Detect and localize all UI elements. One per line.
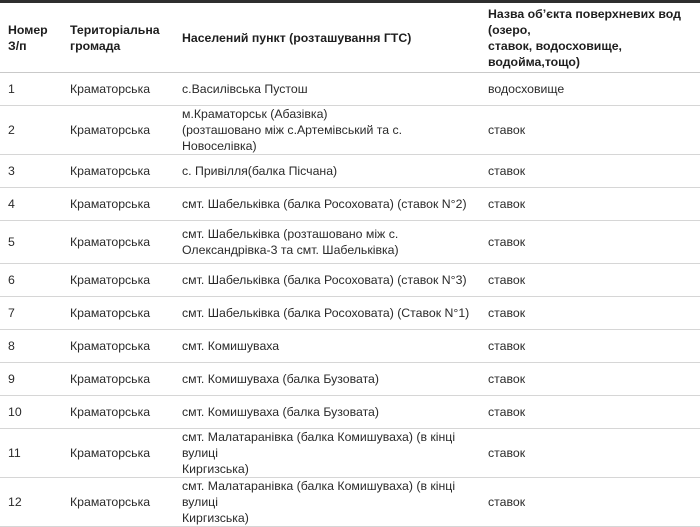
cell-community: Краматорська [62,221,174,264]
cell-community: Краматорська [62,188,174,221]
cell-number: 9 [0,363,62,396]
cell-settlement: смт. Комишуваха (балка Бузовата) [174,363,480,396]
cell-water-object: ставок [480,363,700,396]
cell-settlement: смт. Шабельківка (розташовано між с. Олександрівка-3 та смт. Шабельківка) [174,221,480,264]
cell-community: Краматорська [62,155,174,188]
table-row [0,396,700,429]
cell-settlement: смт. Шабельківка (балка Росоховата) (ставок N°3) [174,264,480,297]
water-objects-table [0,3,700,527]
header-settlement: Населений пункт (розташування ГТС) [174,3,480,73]
cell-water-object: ставок [480,221,700,264]
cell-community: Краматорська [62,396,174,429]
cell-water-object: ставок [480,429,700,478]
cell-number: 6 [0,264,62,297]
cell-water-object: ставок [480,155,700,188]
cell-water-object: ставок [480,478,700,527]
cell-settlement: смт. Комишуваха [174,330,480,363]
cell-settlement: смт. Шабельківка (балка Росоховата) (Ставок N°1) [174,297,480,330]
cell-number: 5 [0,221,62,264]
cell-community: Краматорська [62,106,174,155]
cell-settlement: с.Василівська Пустош [174,73,480,106]
cell-water-object: ставок [480,188,700,221]
cell-settlement: смт. Малатаранівка (балка Комишуваха) (в кінці вулиці Киргизська) [174,429,480,478]
header-number: Номер З/п [0,3,62,73]
table-row [0,297,700,330]
cell-settlement: смт. Комишуваха (балка Бузовата) [174,396,480,429]
cell-number: 7 [0,297,62,330]
cell-number: 3 [0,155,62,188]
cell-settlement: м.Краматорськ (Абазівка) (розташовано між с.Артемівський та с. Новоселівка) [174,106,480,155]
table-row [0,73,700,106]
table-row [0,106,700,155]
cell-number: 8 [0,330,62,363]
cell-number: 2 [0,106,62,155]
cell-number: 12 [0,478,62,527]
cell-community: Краматорська [62,264,174,297]
cell-settlement: с. Привілля(балка Пісчана) [174,155,480,188]
cell-community: Краматорська [62,429,174,478]
cell-number: 1 [0,73,62,106]
cell-number: 10 [0,396,62,429]
cell-settlement: смт. Малатаранівка (балка Комишуваха) (в кінці вулиці Киргизська) [174,478,480,527]
table-header-row [0,3,700,73]
cell-number: 4 [0,188,62,221]
cell-community: Краматорська [62,478,174,527]
cell-water-object: ставок [480,396,700,429]
table-row [0,363,700,396]
cell-water-object: ставок [480,264,700,297]
cell-community: Краматорська [62,363,174,396]
header-community: Територіальна громада [62,3,174,73]
cell-settlement: смт. Шабельківка (балка Росоховата) (ставок N°2) [174,188,480,221]
cell-water-object: ставок [480,330,700,363]
cell-community: Краматорська [62,330,174,363]
table-row [0,188,700,221]
cell-community: Краматорська [62,297,174,330]
cell-water-object: водосховище [480,73,700,106]
cell-water-object: ставок [480,106,700,155]
cell-water-object: ставок [480,297,700,330]
table-row [0,478,700,527]
table-row [0,264,700,297]
table-row [0,429,700,478]
table-row [0,155,700,188]
header-water-object: Назва об’єкта поверхневих вод (озеро, ставок, водосховище, водойма,тощо) [480,3,700,73]
cell-community: Краматорська [62,73,174,106]
table-row [0,330,700,363]
cell-number: 11 [0,429,62,478]
table-row [0,221,700,264]
